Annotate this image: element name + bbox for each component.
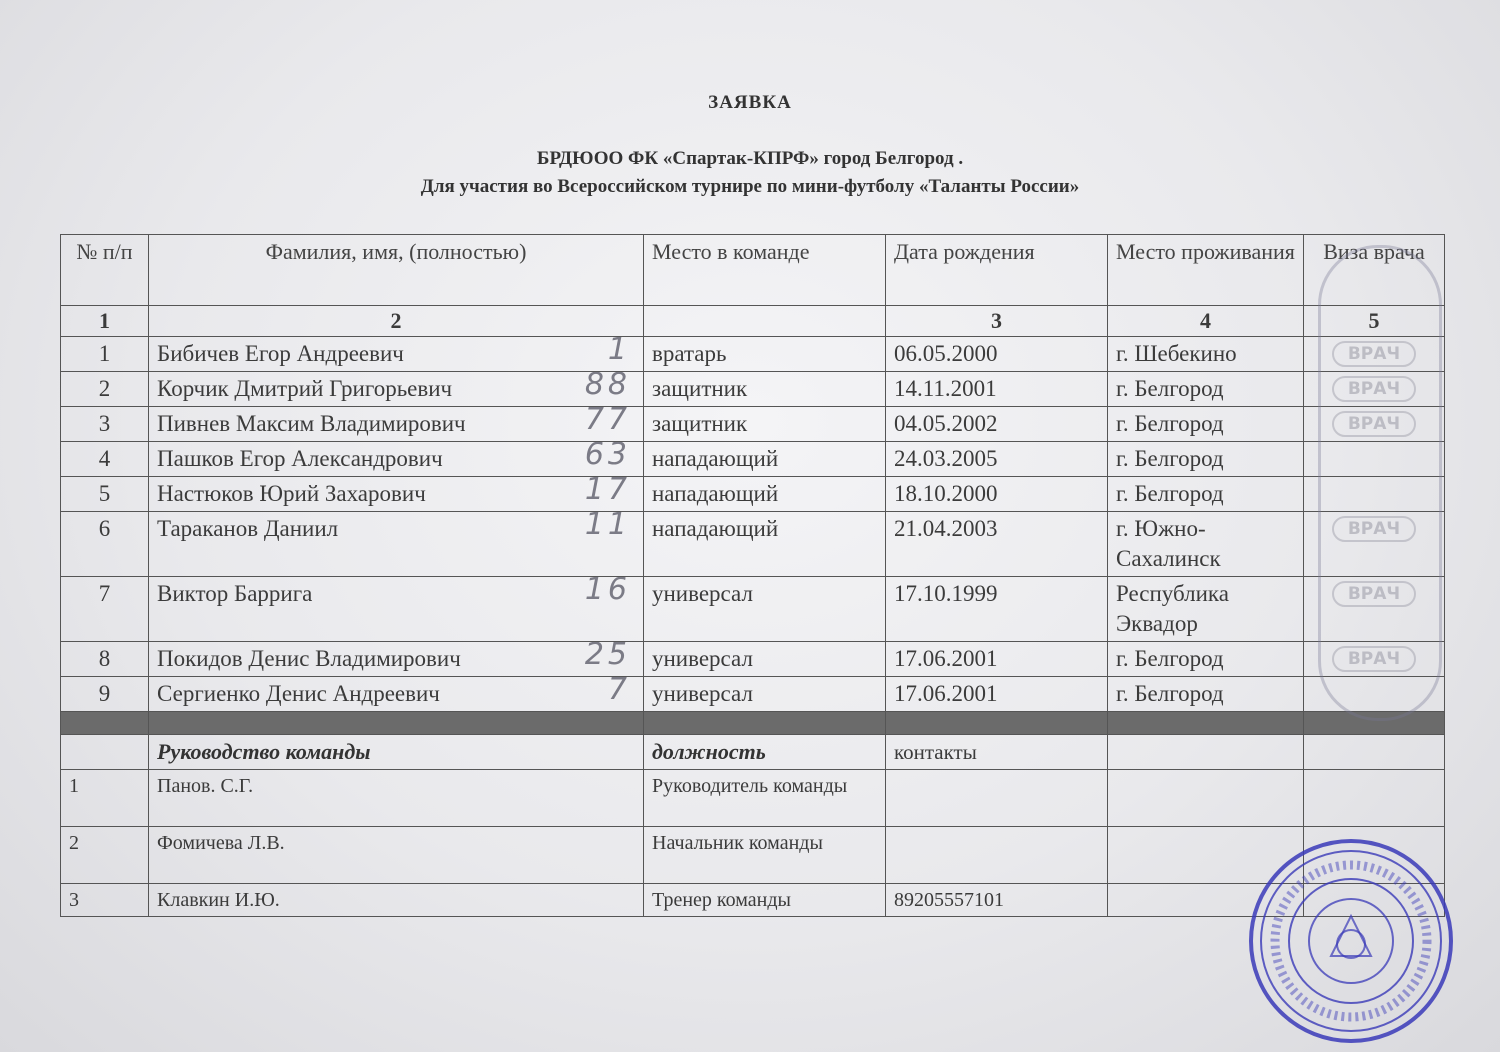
club-seal [1246, 836, 1456, 1046]
index-cell: 5 [1304, 306, 1445, 337]
player-birth: 04.05.2002 [886, 407, 1108, 442]
header-name: Фамилия, имя, (полностью) [149, 235, 644, 306]
player-name: Пашков Егор Александрович [157, 446, 443, 471]
management-contacts [886, 770, 1108, 827]
player-name: Корчик Дмитрий Григорьевич [157, 376, 453, 401]
player-birth: 21.04.2003 [886, 512, 1108, 577]
management-name: Панов. С.Г. [149, 770, 644, 827]
player-number: 6 [61, 512, 149, 577]
player-position: вратарь [644, 337, 886, 372]
jersey-number: 77 [584, 406, 631, 437]
document-title: ЗАЯВКА [708, 92, 792, 113]
player-row [61, 407, 1445, 442]
doctor-stamp: ВРАЧ [1332, 341, 1416, 367]
player-number: 2 [61, 372, 149, 407]
management-header-contacts: контакты [886, 735, 1108, 770]
doctor-stamp: ВРАЧ [1332, 581, 1416, 607]
player-number: 7 [61, 577, 149, 642]
player-position: универсал [644, 677, 886, 712]
player-position: защитник [644, 407, 886, 442]
player-birth: 18.10.2000 [886, 477, 1108, 512]
header-birth: Дата рождения [886, 235, 1108, 306]
jersey-number: 7 [607, 676, 631, 707]
index-cell: 4 [1108, 306, 1304, 337]
separator-row [61, 712, 1445, 735]
player-residence: г. Южно-Сахалинск [1108, 512, 1304, 577]
management-number: 1 [61, 770, 149, 827]
jersey-number: 88 [584, 371, 631, 402]
index-cell: 3 [886, 306, 1108, 337]
player-row [61, 477, 1445, 512]
player-residence: г. Белгород [1108, 677, 1304, 712]
jersey-number: 11 [584, 511, 631, 542]
player-row [61, 372, 1445, 407]
player-row [61, 512, 1445, 577]
management-position: Руководитель команды [644, 770, 886, 827]
application-table [60, 234, 1445, 917]
player-row [61, 642, 1445, 677]
player-name: Настюков Юрий Захарович [157, 481, 426, 506]
player-row [61, 442, 1445, 477]
management-contacts [886, 827, 1108, 884]
management-position: Начальник команды [644, 827, 886, 884]
player-position: универсал [644, 642, 886, 677]
player-number: 5 [61, 477, 149, 512]
management-header-row [61, 735, 1445, 770]
jersey-number: 1 [607, 336, 631, 367]
player-birth: 17.06.2001 [886, 642, 1108, 677]
index-row [61, 306, 1445, 337]
management-number: 3 [61, 884, 149, 917]
player-name: Виктор Баррига [157, 581, 313, 606]
management-row [61, 884, 1445, 917]
jersey-number: 25 [584, 641, 631, 672]
index-cell [644, 306, 886, 337]
management-number: 2 [61, 827, 149, 884]
player-name: Бибичев Егор Андреевич [157, 341, 404, 366]
document-subtitle-tournament: Для участия во Всероссийском турнире по мини-футболу «Таланты России» [420, 176, 1080, 197]
player-number: 8 [61, 642, 149, 677]
vertical-stamp-outline [1318, 245, 1442, 721]
index-cell: 2 [149, 306, 644, 337]
player-position: нападающий [644, 477, 886, 512]
doctor-stamp: ВРАЧ [1332, 646, 1416, 672]
player-position: нападающий [644, 442, 886, 477]
player-residence: г. Белгород [1108, 477, 1304, 512]
player-birth: 24.03.2005 [886, 442, 1108, 477]
player-residence: г. Шебекино [1108, 337, 1304, 372]
header-position: Место в команде [644, 235, 886, 306]
player-residence: г. Белгород [1108, 442, 1304, 477]
header-residence: Место проживания [1108, 235, 1304, 306]
player-name: Покидов Денис Владимирович [157, 646, 461, 671]
management-name: Клавкин И.Ю. [149, 884, 644, 917]
player-birth: 17.10.1999 [886, 577, 1108, 642]
player-name: Тараканов Даниил [157, 516, 339, 541]
doctor-stamp: ВРАЧ [1332, 376, 1416, 402]
player-residence: г. Белгород [1108, 372, 1304, 407]
player-row [61, 577, 1445, 642]
management-name: Фомичева Л.В. [149, 827, 644, 884]
player-residence: Республика Эквадор [1108, 577, 1304, 642]
player-residence: г. Белгород [1108, 642, 1304, 677]
player-name: Пивнев Максим Владимирович [157, 411, 466, 436]
management-contacts: 89205557101 [886, 884, 1108, 917]
player-number: 1 [61, 337, 149, 372]
index-cell: 1 [61, 306, 149, 337]
player-number: 4 [61, 442, 149, 477]
jersey-number: 63 [584, 441, 631, 472]
player-number: 9 [61, 677, 149, 712]
player-birth: 17.06.2001 [886, 677, 1108, 712]
player-number: 3 [61, 407, 149, 442]
management-position: Тренер команды [644, 884, 886, 917]
header-row [61, 235, 1445, 306]
player-position: нападающий [644, 512, 886, 577]
player-birth: 06.05.2000 [886, 337, 1108, 372]
jersey-number: 17 [584, 476, 631, 507]
player-row [61, 337, 1445, 372]
doctor-stamp: ВРАЧ [1332, 516, 1416, 542]
management-header-name: Руководство команды [149, 735, 644, 770]
header-visa: Виза врача [1304, 235, 1445, 306]
player-birth: 14.11.2001 [886, 372, 1108, 407]
player-row [61, 677, 1445, 712]
management-row [61, 770, 1445, 827]
player-position: универсал [644, 577, 886, 642]
player-residence: г. Белгород [1108, 407, 1304, 442]
header-num: № п/п [61, 235, 149, 306]
jersey-number: 16 [584, 576, 631, 607]
player-name: Сергиенко Денис Андреевич [157, 681, 440, 706]
management-header-position: должность [644, 735, 886, 770]
player-position: защитник [644, 372, 886, 407]
management-row [61, 827, 1445, 884]
document-subtitle-club: БРДЮОО ФК «Спартак-КПРФ» город Белгород . [536, 148, 964, 169]
doctor-stamp: ВРАЧ [1332, 411, 1416, 437]
